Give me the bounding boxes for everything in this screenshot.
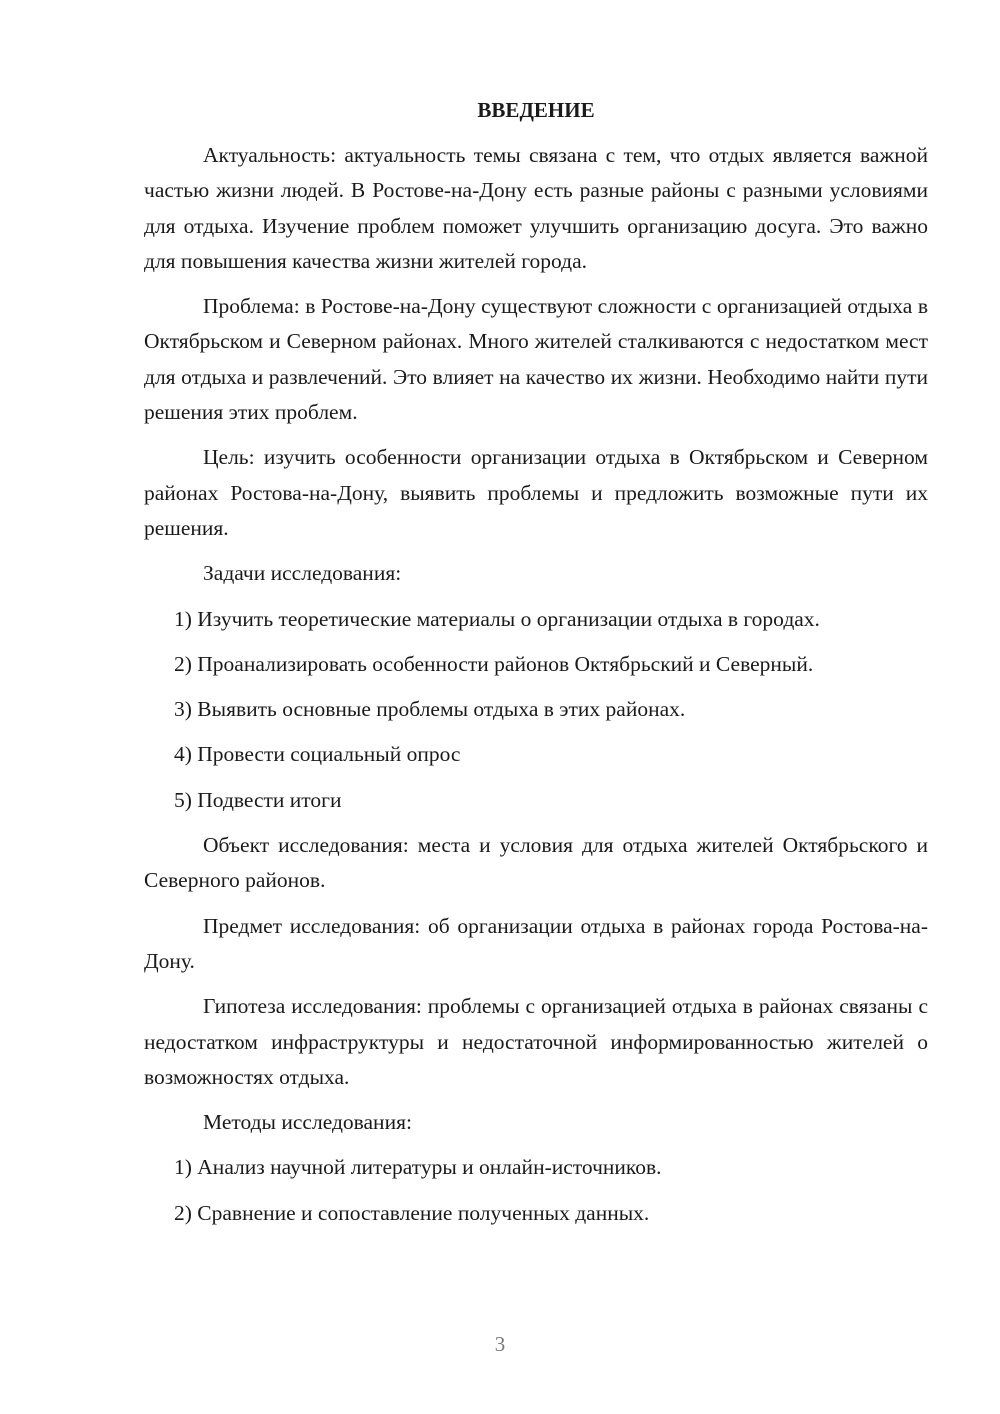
- document-page: [144, 93, 928, 1241]
- goal-paragraph: Цель: изучить особенности организации отдыха в Октябрьском и Северном районах Ростова-на-Дону, выявить проблемы и предложить возможные пути их решения.: [144, 445, 928, 540]
- hypothesis-paragraph: Гипотеза исследования: проблемы с организацией отдыха в районах связаны с недостатком инфраструктуры и недостаточной информированностью жителей о возможностях отдыха.: [144, 994, 928, 1089]
- list-item: 4) Провести социальный опрос: [174, 742, 461, 767]
- tasks-label: Задачи исследования:: [203, 561, 402, 586]
- list-item: 5) Подвести итоги: [174, 787, 342, 812]
- page-number: 3: [494, 1332, 506, 1356]
- relevance-paragraph: Актуальность: актуальность темы связана с тем, что отдых является важной частью жизни людей. В Ростове-на-Дону есть разные районы с разными условиями для отдыха. Изучение проблем поможет улучшить организацию досуга. Это важно для повышения качества жизни жителей города.: [144, 143, 928, 273]
- list-item: 1) Анализ научной литературы и онлайн-источников.: [174, 1155, 662, 1180]
- subject-paragraph: Предмет исследования: об организации отдыха в районах города Ростова-на-Дону.: [144, 913, 928, 973]
- list-item: 3) Выявить основные проблемы отдыха в этих районах.: [174, 697, 686, 722]
- list-item: 2) Проанализировать особенности районов Октябрьский и Северный.: [174, 651, 814, 676]
- methods-list: [144, 1150, 928, 1231]
- tasks-list: [144, 602, 928, 818]
- list-item: 1) Изучить теоретические материалы о организации отдыха в городах.: [174, 606, 820, 631]
- methods-label: Методы исследования:: [203, 1110, 412, 1135]
- object-paragraph: Объект исследования: места и условия для отдыха жителей Октябрьского и Северного районов.: [144, 833, 928, 893]
- section-heading: ВВЕДЕНИЕ: [477, 98, 595, 122]
- problem-paragraph: Проблема: в Ростове-на-Дону существуют сложности с организацией отдыха в Октябрьском и Северном районах. Много жителей сталкиваются с недостатком мест для отдыха и развлечений. Это влияет на качество их жизни. Необходимо найти пути решения этих проблем.: [144, 294, 928, 425]
- list-item: 2) Сравнение и сопоставление полученных данных.: [174, 1200, 650, 1225]
